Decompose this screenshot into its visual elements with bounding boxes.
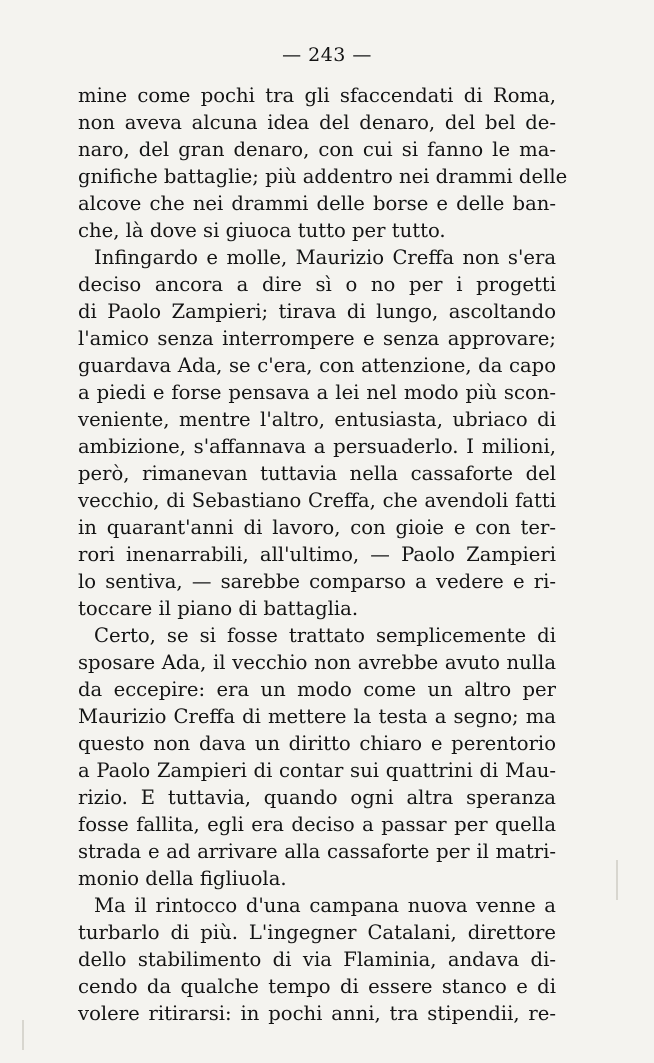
text-line: strada e ad arrivare alla cassaforte per il matri- — [78, 840, 556, 863]
text-line: volere ritirarsi: in pochi anni, tra stipendii, re- — [78, 1002, 556, 1025]
text-line: guardava Ada, se c'era, con attenzione, da capo — [78, 354, 556, 377]
text-line: l'amico senza interrompere e senza approvare; — [78, 327, 556, 350]
text-line: alcove che nei drammi delle borse e delle ban- — [78, 192, 556, 215]
text-line: toccare il piano di battaglia. — [78, 597, 359, 620]
text-line: Maurizio Creffa di mettere la testa a segno; ma — [78, 705, 556, 728]
text-line: dello stabilimento di via Flaminia, andava di- — [78, 948, 556, 971]
paragraph-2 — [78, 244, 556, 622]
text-line: Infingardo e molle, Maurizio Creffa non s'era — [94, 246, 556, 269]
text-line: non aveva alcuna idea del denaro, del bel de- — [78, 111, 556, 134]
text-line: di Paolo Zampieri; tirava di lungo, ascoltando — [78, 300, 556, 323]
text-line: deciso ancora a dire sì o no per i progetti — [78, 273, 556, 296]
paragraph-3 — [78, 622, 556, 892]
text-line: a piedi e forse pensava a lei nel modo più scon- — [78, 381, 556, 404]
text-line: mine come pochi tra gli sfaccendati di Roma, — [78, 84, 556, 107]
text-line: però, rimanevan tuttavia nella cassaforte del — [78, 462, 556, 485]
text-line: cendo da qualche tempo di essere stanco e di — [78, 975, 556, 998]
text-line: gnifiche battaglie; più addentro nei drammi delle — [78, 165, 568, 188]
text-line: turbarlo di più. L'ingegner Catalani, direttore — [78, 921, 556, 944]
page-number: — 243 — — [282, 44, 372, 66]
text-line: veniente, mentre l'altro, entusiasta, ubriaco di — [78, 408, 556, 431]
body-text — [78, 82, 568, 1027]
text-line: monio della figliuola. — [78, 867, 287, 890]
text-line: in quarant'anni di lavoro, con gioie e con ter- — [78, 516, 556, 539]
text-line: vecchio, di Sebastiano Creffa, che avendoli fatti — [78, 489, 556, 512]
paragraph-4 — [78, 892, 556, 1027]
text-line: questo non dava un diritto chiaro e perentorio — [78, 732, 556, 755]
text-line: ambizione, s'affannava a persuaderlo. I milioni, — [78, 435, 556, 458]
text-line: Certo, se si fosse trattato semplicemente di — [94, 624, 556, 647]
text-line: che, là dove si giuoca tutto per tutto. — [78, 219, 446, 242]
text-line: sposare Ada, il vecchio non avrebbe avuto nulla — [78, 651, 556, 674]
scan-edge-mark — [22, 1020, 24, 1050]
text-line: a Paolo Zampieri di contar sui quattrini di Mau- — [78, 759, 556, 782]
text-line: Ma il rintocco d'una campana nuova venne a — [94, 894, 556, 917]
text-line: da eccepire: era un modo come un altro per — [78, 678, 556, 701]
scan-edge-mark — [616, 860, 618, 900]
text-line: rizio. E tuttavia, quando ogni altra speranza — [78, 786, 556, 809]
text-line: lo sentiva, — sarebbe comparso a vedere e ri- — [78, 570, 556, 593]
text-line: naro, del gran denaro, con cui si fanno le ma- — [78, 138, 556, 161]
text-line: rori inenarrabili, all'ultimo, — Paolo Zampieri — [78, 543, 556, 566]
text-line: fosse fallita, egli era deciso a passar per quella — [78, 813, 556, 836]
paragraph-1 — [78, 82, 568, 244]
